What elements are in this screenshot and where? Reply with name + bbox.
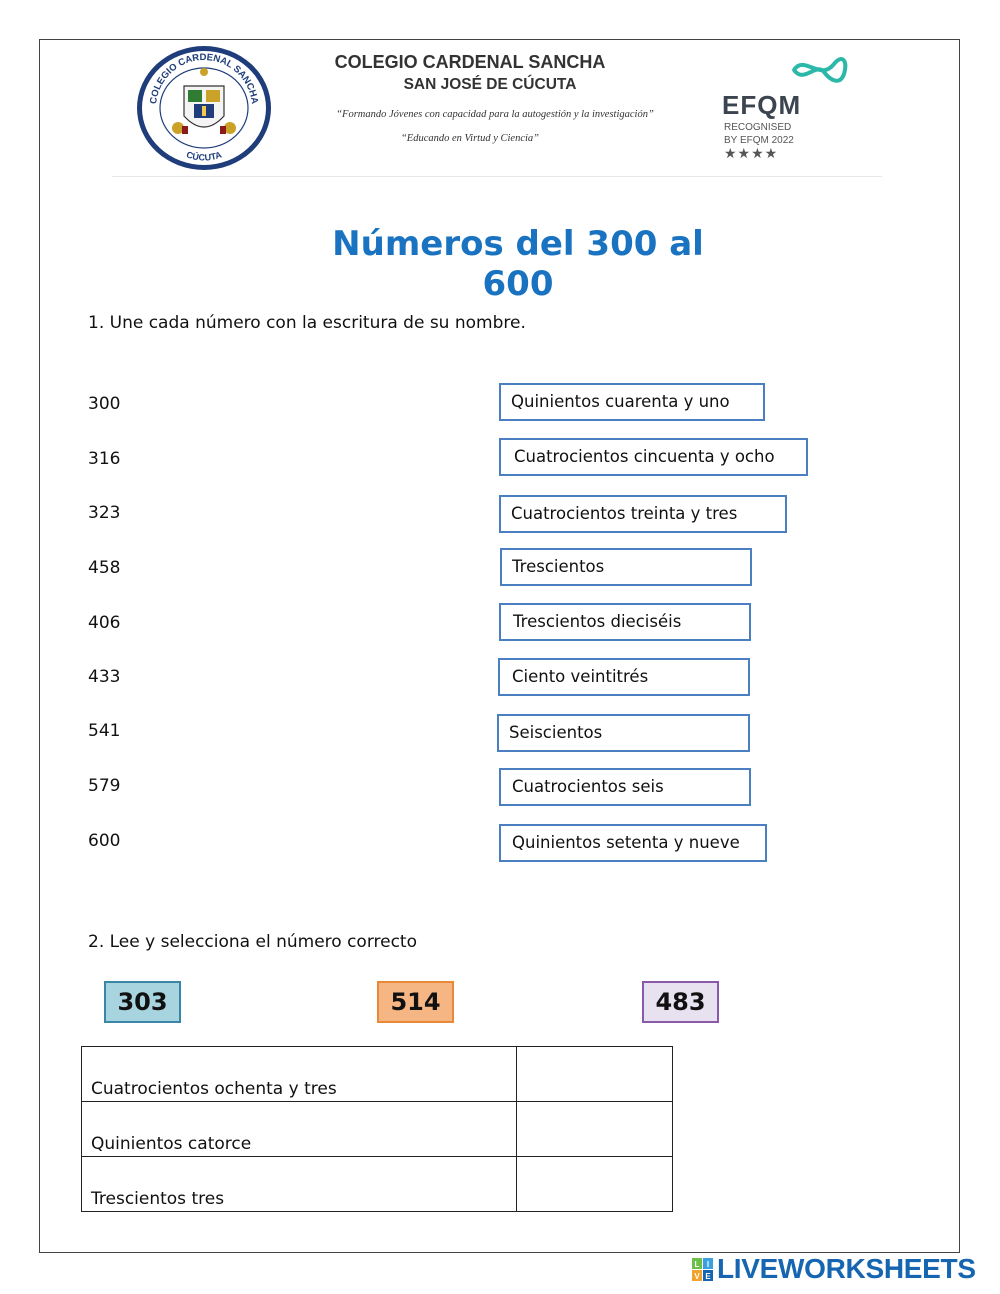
header-divider [112, 176, 882, 177]
table-row [82, 1157, 673, 1212]
liveworksheets-brand[interactable]: LIVEWORKSHEETS [717, 1253, 976, 1284]
worksheet-title: Números del 300 al 600 [332, 224, 704, 304]
option-number-483[interactable]: 483 [642, 981, 719, 1023]
efqm-stars: ★★★★ [724, 146, 779, 162]
selection-table [81, 1046, 673, 1212]
school-city: SAN JOSÉ DE CÚCUTA [403, 76, 577, 93]
name-match-box[interactable]: Cuatrocientos treinta y tres [499, 495, 787, 533]
number-label[interactable]: 458 [88, 558, 121, 578]
table-row [82, 1102, 673, 1157]
number-label[interactable]: 323 [88, 503, 121, 523]
liveworksheets-logo-icon [692, 1258, 714, 1282]
number-label[interactable]: 300 [88, 394, 121, 414]
name-match-box[interactable]: Cuatrocientos cincuenta y ocho [499, 438, 808, 476]
efqm-brand: EFQM [722, 90, 802, 120]
number-label[interactable]: 316 [88, 449, 121, 469]
number-name-cell: Quinientos catorce [82, 1102, 517, 1157]
name-match-box[interactable]: Quinientos cuarenta y uno [499, 383, 765, 421]
number-label[interactable]: 406 [88, 613, 121, 633]
answer-drop-cell[interactable] [517, 1047, 673, 1102]
number-name-cell: Trescientos tres [82, 1157, 517, 1212]
seal-text-top: COLEGIO CARDENAL SANCHA [148, 51, 260, 105]
school-name: COLEGIO CARDENAL SANCHA [334, 52, 606, 72]
seal-text-bottom: CÚCUTA [185, 149, 223, 163]
number-label[interactable]: 579 [88, 776, 121, 796]
number-label[interactable]: 433 [88, 667, 121, 687]
name-match-box[interactable]: Quinientos setenta y nueve [499, 824, 767, 862]
number-label[interactable]: 541 [88, 721, 121, 741]
answer-drop-cell[interactable] [517, 1157, 673, 1212]
exercise-1-instruction: 1. Une cada número con la escritura de su nombre. [88, 313, 526, 333]
option-number-514[interactable]: 514 [377, 981, 454, 1023]
school-seal-logo [134, 42, 274, 172]
name-match-box[interactable]: Trescientos [500, 548, 752, 586]
logo-letter: V [694, 1272, 700, 1281]
name-match-box[interactable]: Trescientos dieciséis [499, 603, 751, 641]
name-match-box[interactable]: Seiscientos [497, 714, 750, 752]
number-name-cell: Cuatrocientos ochenta y tres [82, 1047, 517, 1102]
exercise-2-instruction: 2. Lee y selecciona el número correcto [88, 932, 417, 952]
option-number-303[interactable]: 303 [104, 981, 181, 1023]
efqm-recognised: RECOGNISED [724, 122, 792, 133]
answer-drop-cell[interactable] [517, 1102, 673, 1157]
number-label[interactable]: 600 [88, 831, 121, 851]
school-motto-2: “Educando en Virtud y Ciencia” [400, 133, 540, 144]
logo-letter: E [705, 1272, 711, 1281]
logo-letter: I [706, 1260, 710, 1269]
efqm-logo-icon [790, 50, 850, 88]
name-match-box[interactable]: Cuatrocientos seis [499, 768, 751, 806]
efqm-by: BY EFQM 2022 [724, 135, 794, 146]
name-match-box[interactable]: Ciento veintitrés [498, 658, 750, 696]
logo-letter: L [694, 1260, 700, 1269]
school-motto-1: “Formando Jóvenes con capacidad para la autogestión y la investigación” [336, 109, 654, 120]
table-row [82, 1047, 673, 1102]
